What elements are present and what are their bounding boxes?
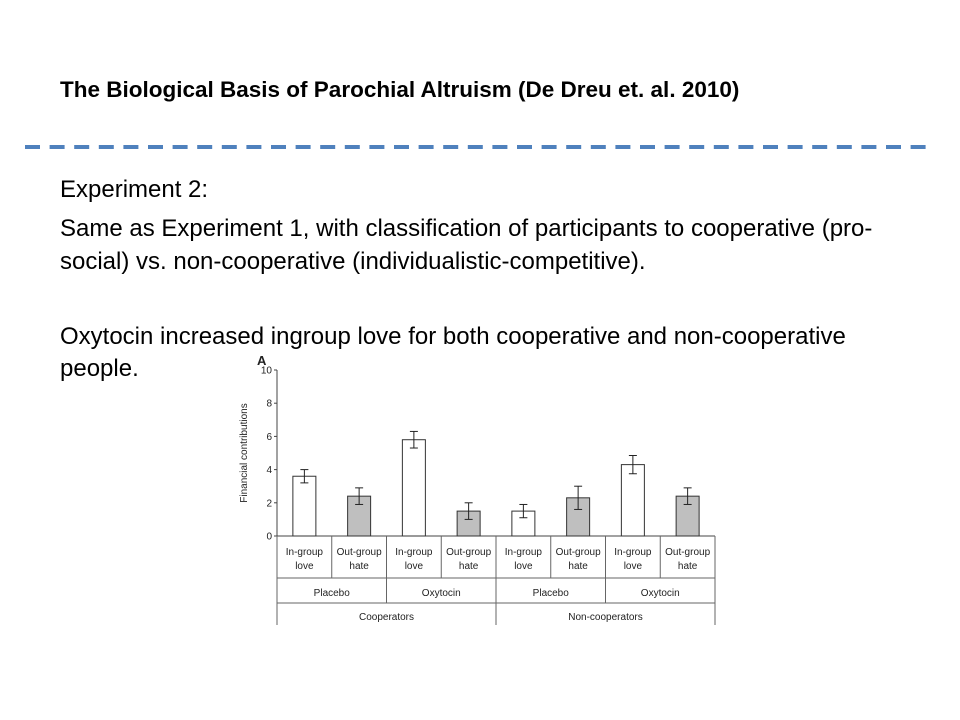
category-label: love <box>404 561 424 572</box>
category-label: hate <box>458 561 479 572</box>
paragraph-line: Oxytocin increased ingroup love for both cooperative and non-cooperative <box>60 323 846 350</box>
y-tick-label: 0 <box>266 531 272 543</box>
chart-layer <box>239 356 715 625</box>
condition-label: Placebo <box>532 588 569 599</box>
experiment-heading: Experiment 2: <box>60 176 209 203</box>
category-label: hate <box>568 561 588 572</box>
y-tick-label: 10 <box>260 365 272 377</box>
category-label: Out-group <box>555 547 601 558</box>
condition-label: Oxytocin <box>421 588 461 599</box>
title-divider <box>25 143 935 151</box>
category-label: In-group <box>285 547 323 558</box>
y-axis-title: Financial contributions <box>239 403 250 503</box>
y-tick-label: 4 <box>266 465 272 477</box>
condition-label: Oxytocin <box>640 588 680 599</box>
condition-label: Placebo <box>313 588 350 599</box>
panel-label: A <box>257 356 267 368</box>
paragraph-line: people. <box>60 355 139 382</box>
group-label: Non-cooperators <box>568 612 643 623</box>
y-tick-label: 8 <box>266 398 272 410</box>
category-label: love <box>295 561 314 572</box>
y-tick-label: 6 <box>266 431 272 443</box>
category-label: hate <box>677 561 698 572</box>
category-label: love <box>623 561 643 572</box>
category-label: Out-group <box>336 547 382 558</box>
group-label: Cooperators <box>358 612 415 623</box>
paragraph-line: Same as Experiment 1, with classification of participants to cooperative (pro- <box>60 215 873 242</box>
bar-chart <box>228 356 722 630</box>
slide-title: The Biological Basis of Parochial Altruism (De Dreu et. al. 2010) <box>60 77 740 102</box>
category-label: love <box>514 561 533 572</box>
bar <box>402 440 425 536</box>
bar <box>621 465 644 536</box>
category-label: In-group <box>395 547 433 558</box>
category-label: In-group <box>504 547 542 558</box>
category-label: Out-group <box>446 547 492 558</box>
bar <box>293 476 316 536</box>
category-label: hate <box>349 561 369 572</box>
category-label: Out-group <box>665 547 711 558</box>
category-label: In-group <box>614 547 652 558</box>
y-tick-label: 2 <box>266 498 272 510</box>
paragraph-line: social) vs. non-cooperative (individualistic-competitive). <box>60 248 646 275</box>
